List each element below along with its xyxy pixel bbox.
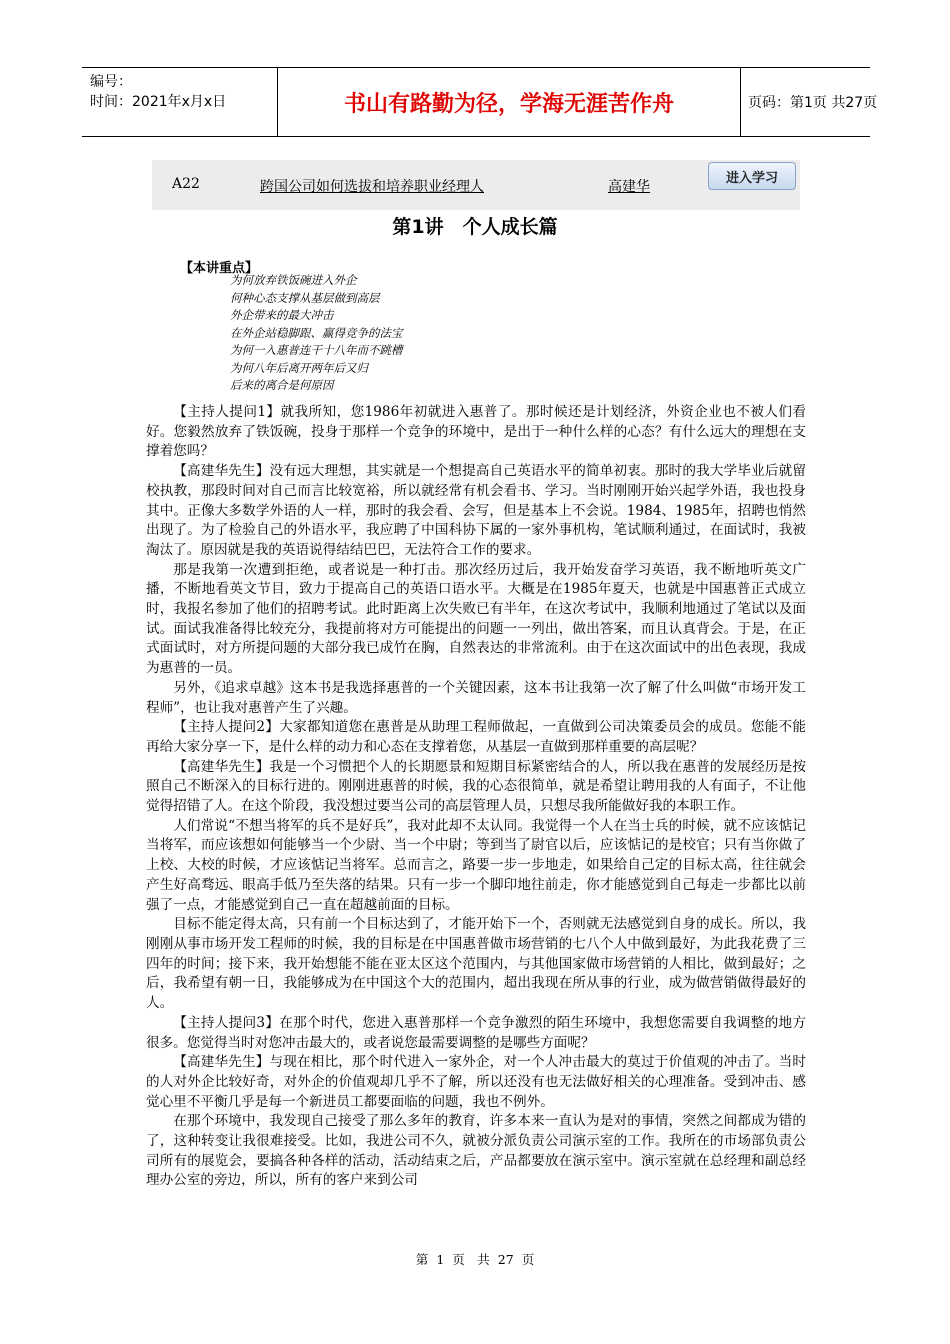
key-point-item: 后来的离合是何原因 xyxy=(230,378,334,392)
paragraph: 人们常说“不想当将军的兵不是好兵”，我对此却不太认同。我觉得一个人在当士兵的时候，就不应该惦记当将军，而应该想如何能够当一个少尉、当一个中尉；等到当了尉官以后，应该惦记的是校官；只有当你做了上校、大校的时候，才应该惦记当将军。总而言之，路要一步一步地走，如果给自己定的目标太高，往往就会产生好高骛远、眼高手低乃至失落的结果。只有一步一个脚印地往前走，你才能感觉到自己每走一步都比以前强了一点，才能感觉到自己一直在超越前面的目标。 xyxy=(146,817,806,913)
footer-suffix: 页 xyxy=(521,1252,535,1267)
key-point-item: 为何一入惠普连干十八年而不跳槽 xyxy=(230,343,403,357)
footer-mid: 页 共 xyxy=(452,1252,490,1267)
header-motto: 书山有路勤为径，学海无涯苦作舟 xyxy=(278,68,741,136)
key-point-item: 外企带来的最大冲击 xyxy=(230,308,334,322)
enter-study-button[interactable]: 进入学习 xyxy=(708,162,796,190)
course-title-link[interactable]: 跨国公司如何选拔和培养职业经理人 xyxy=(260,179,484,195)
paragraph: 那是我第一次遭到拒绝，或者说是一种打击。那次经历过后，我开始发奋学习英语，我不断地听英文广播，不断地看英文节目，致力于提高自己的英语口语水平。大概是在1985年夏天，也就是中国惠普正式成立时，我报名参加了他们的招聘考试。此时距离上次失败已有半年，在这次考试中，我顺利地通过了笔试以及面试。面试我准备得比较充分，我提前将对方可能提出的问题一一列出，做出答案，而且认真背会。于是，在正式面试时，对方所提问题的大部分我已成竹在胸，自然表达的非常流利。由于在这次面试中的出色表现，我成为惠普的一员。 xyxy=(146,561,806,677)
key-point-item: 何种心态支撑从基层做到高层 xyxy=(230,290,380,305)
paragraph: 【高建华先生】与现在相比，那个时代进入一家外企，对一个人冲击最大的莫过于价值观的冲击了。当时的人对外企比较好奇，对外企的价值观却几乎不了解，所以还没有也无法做好相关的心理准备。受到冲击、感觉心里不平衡几乎是每一个新进员工都要面临的问题，我也不例外。 xyxy=(146,1054,806,1110)
key-points-list xyxy=(230,272,403,395)
course-author-link[interactable]: 高建华 xyxy=(608,179,650,195)
paragraph: 【高建华先生】我是一个习惯把个人的长期愿景和短期目标紧密结合的人，所以我在惠普的发展经历是按照自己不断深入的目标行进的。刚刚进惠普的时候，我的心态很简单，就是希望让聘用我的人有面子，不让他觉得招错了人。在这个阶段，我没想过要当公司的高层管理人员，只想尽我所能做好我的本职工作。 xyxy=(146,758,806,815)
body-text xyxy=(146,403,806,1191)
footer-page-number: 1 xyxy=(436,1252,445,1267)
paragraph: 【主持人提问1】就我所知，您1986年初就进入惠普了。那时候还是计划经济，外资企业也不被人们看好。您毅然放弃了铁饭碗，投身于那样一个竞争的环境中，是出于一种什么样的心态？有什么远大的理想在支撑着您吗？ xyxy=(146,404,806,460)
paragraph: 【主持人提问3】在那个时代，您进入惠普那样一个竞争激烈的陌生环境中，我想您需要自我调整的地方很多。您觉得当时对您冲击最大的，或者说您最需要调整的是哪些方面呢？ xyxy=(146,1014,806,1051)
paragraph: 目标不能定得太高，只有前一个目标达到了，才能开始下一个，否则就无法感觉到自身的成长。所以，我刚刚从事市场开发工程师的时候，我的目标是在中国惠普做市场营销的七八个人中做到最好，为此我花费了三四年的时间；接下来，我开始想能不能在亚太区这个范围内，与其他国家做市场营销的人相比，做到最好；之后，我希望有朝一日，我能够成为在中国这个大的范围内，超出我现在所从事的行业，成为做营销做得最好的人。 xyxy=(146,916,806,1012)
page-footer xyxy=(0,1250,950,1268)
header-table xyxy=(82,67,878,137)
time-label: 时间：2021年x月x日 xyxy=(90,94,227,110)
key-point-item: 为何放弃铁饭碗进入外企 xyxy=(230,273,357,287)
number-label: 编号： xyxy=(90,74,132,90)
footer-prefix: 第 xyxy=(415,1252,429,1267)
paragraph: 在那个环境中，我发现自己接受了那么多年的教育，许多本来一直认为是对的事情，突然之间都成为错的了，这种转变让我很难接受。比如，我进公司不久，就被分派负责公司演示室的工作。我所在的市场部负责公司所有的展览会，要搞各种各样的活动，活动结束之后，产品都要放在演示室中。演示室就在总经理和副总经理办公室的旁边，所以，所有的客户来到公司 xyxy=(146,1113,806,1189)
header-page-info: 页码：第1页 共27页 xyxy=(748,95,878,111)
footer-total-pages: 27 xyxy=(497,1252,514,1267)
paragraph: 【主持人提问2】大家都知道您在惠普是从助理工程师做起，一直做到公司决策委员会的成员。您能不能再给大家分享一下，是什么样的动力和心态在支撑着您，从基层一直做到那样重要的高层呢？ xyxy=(146,719,806,755)
header-meta xyxy=(82,68,278,136)
paragraph: 【高建华先生】没有远大理想，其实就是一个想提高自己英语水平的简单初衷。那时的我大学毕业后就留校执教，那段时间对自己而言比较宽裕，所以就经常有机会看书、学习。当时刚刚开始兴起学外语，我也投身其中。正像大多数学外语的人一样，那时的我会看、会写，但是基本上不会说。1984、1985年，招聘也悄然出现了。为了检验自己的外语水平，我应聘了中国科协下属的一家外事机构，笔试顺利通过，在面试时，我被淘汰了。原因就是我的英语说得结结巴巴，无法符合工作的要求。 xyxy=(146,463,806,558)
course-bar xyxy=(152,160,800,210)
course-code: A22 xyxy=(172,176,200,192)
key-point-item: 在外企站稳脚跟、赢得竞争的法宝 xyxy=(230,325,403,340)
lecture-title: 第1讲 个人成长篇 xyxy=(392,216,558,238)
key-point-item: 为何八年后离开两年后又归 xyxy=(230,360,368,375)
paragraph: 另外，《追求卓越》这本书是我选择惠普的一个关键因素，这本书让我第一次了解了什么叫做“市场开发工程师”，也让我对惠普产生了兴趣。 xyxy=(146,679,806,716)
key-points-title: 【本讲重点】 xyxy=(180,261,259,276)
